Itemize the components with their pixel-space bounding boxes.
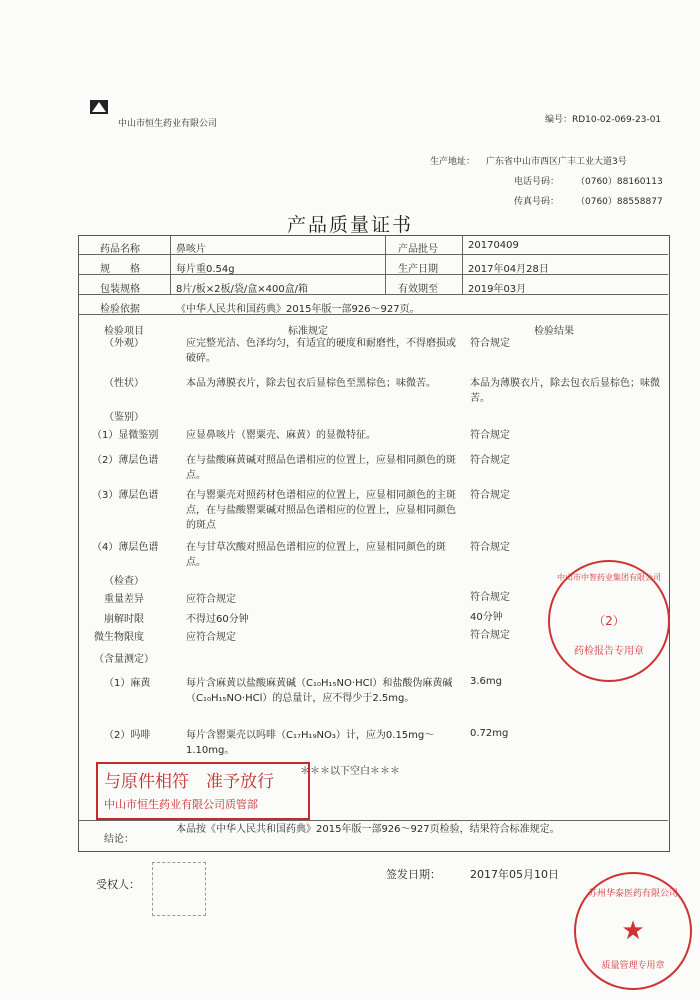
release-stamp-dept: 中山市恒生药业有限公司质管部 — [104, 798, 258, 811]
test-traits-standard: 本品为薄膜衣片，除去包衣后显棕色至黑棕色；味微苦。 — [186, 378, 436, 389]
issue-date-label: 签发日期： — [386, 868, 441, 881]
test-ident3-label: （3）薄层色谱 — [92, 490, 159, 501]
label-batch-number: 产品批号 — [398, 244, 438, 255]
end-of-content-mark: ＊＊＊以下空白＊＊＊ — [300, 766, 400, 777]
basis-value: 《中华人民共和国药典》2015年版一部926～927页。 — [176, 304, 420, 315]
inspection-seal — [548, 560, 670, 682]
test-ident4-result: 符合规定 — [470, 542, 510, 553]
inspection-seal-number: （2） — [593, 614, 625, 628]
company-name: 中山市恒生药业有限公司 — [118, 119, 218, 129]
address-label: 生产地址： — [430, 157, 476, 167]
col-header-result: 检验结果 — [534, 326, 574, 337]
test-traits-result: 本品为薄膜衣片，除去包衣后显棕色；味微苦。 — [470, 378, 660, 404]
phone-value: （0760）88160113 — [576, 177, 663, 187]
conclusion-value: 本品按《中华人民共和国药典》2015年版一部926～927页检验，结果符合标准规定。 — [176, 824, 560, 835]
test-disintegration-standard: 不得过60分钟 — [186, 614, 249, 625]
quality-seal — [574, 872, 692, 990]
test-ident3-standard: 在与罂粟壳对照药材色谱相应的位置上，应显相同颜色的主斑点，在与盐酸罂粟碱对照品色谱相应的位置上，应显相同颜色的斑点 — [186, 490, 456, 531]
page-title: 产品质量证书 — [286, 214, 413, 236]
release-stamp — [96, 762, 310, 820]
conclusion-label: 结论： — [104, 834, 134, 845]
label-packaging: 包装规格 — [100, 284, 140, 295]
test-microbial-standard: 应符合规定 — [186, 632, 236, 643]
test-weight-standard: 应符合规定 — [186, 594, 236, 605]
product-name: 鼻咳片 — [176, 244, 206, 255]
inspection-seal-name: 中山市中智药业集团有限公司 — [557, 573, 661, 582]
label-production-date: 生产日期 — [398, 264, 438, 275]
test-traits-label: （性状） — [104, 378, 144, 389]
test-morphine-standard: 每片含罂粟壳以吗啡（C₁₇H₁₉NO₃）计，应为0.15mg～1.10mg。 — [186, 730, 435, 756]
quality-seal-purpose: 质量管理专用章 — [601, 961, 665, 971]
test-ident2-standard: 在与盐酸麻黄碱对照品色谱相应的位置上，应显相同颜色的斑点。 — [186, 455, 456, 481]
test-ephedra-result: 3.6mg — [470, 676, 502, 687]
release-stamp-text: 与原件相符 准予放行 — [104, 772, 274, 792]
phone-label: 电话号码： — [514, 177, 560, 187]
test-ident4-standard: 在与甘草次酸对照品色谱相应的位置上，应显相同颜色的斑点。 — [186, 542, 446, 568]
label-specification: 规 格 — [100, 264, 140, 275]
col-header-item: 检验项目 — [104, 326, 144, 337]
star-icon: ★ — [621, 916, 645, 946]
test-microbial-label: 微生物限度 — [94, 632, 144, 643]
issue-date: 2017年05月10日 — [470, 868, 559, 881]
test-weight-label: 重量差异 — [104, 594, 144, 605]
authorized-person-label: 受权人： — [96, 878, 140, 891]
test-ident2-result: 符合规定 — [470, 455, 510, 466]
fax-label: 传真号码： — [514, 197, 560, 207]
test-identification-label: （鉴别） — [104, 412, 144, 423]
test-disintegration-label: 崩解时限 — [104, 614, 144, 625]
test-ephedra-label: （1）麻黄 — [104, 678, 151, 689]
test-check-label: （检查） — [104, 576, 144, 587]
expiry-date: 2019年03月 — [468, 284, 527, 295]
company-logo-icon — [88, 96, 110, 116]
test-appearance-label: （外观） — [104, 338, 144, 349]
test-appearance-result: 符合规定 — [470, 338, 510, 349]
test-assay-label: （含量测定） — [94, 654, 154, 665]
inspection-seal-purpose: 药检报告专用章 — [574, 646, 644, 657]
test-disintegration-result: 40分钟 — [470, 612, 503, 623]
col-header-standard: 标准规定 — [288, 326, 328, 337]
quality-seal-name: 苏州华泰医药有限公司 — [587, 889, 678, 899]
test-microbial-result: 符合规定 — [470, 630, 510, 641]
batch-number: 20170409 — [468, 240, 519, 251]
test-weight-result: 符合规定 — [470, 592, 510, 603]
test-appearance-standard: 应完整光洁、色泽均匀，有适宜的硬度和耐磨性，不得磨损或破碎。 — [186, 338, 456, 364]
production-date: 2017年04月28日 — [468, 264, 549, 275]
address-value: 广东省中山市西区广丰工业大道3号 — [486, 157, 627, 167]
test-ephedra-standard: 每片含麻黄以盐酸麻黄碱（C₁₀H₁₅NO·HCl）和盐酸伪麻黄碱（C₁₀H₁₅NO·HCl）的总量计，应不得少于2.5mg。 — [186, 678, 453, 704]
test-ident3-result: 符合规定 — [470, 490, 510, 501]
test-morphine-label: （2）吗啡 — [104, 730, 151, 741]
test-ident1-result: 符合规定 — [470, 430, 510, 441]
test-ident2-label: （2）薄层色谱 — [92, 455, 159, 466]
specification: 每片重0.54g — [176, 264, 235, 275]
test-ident1-standard: 应显鼻咳片（罂粟壳、麻黄）的显微特征。 — [186, 430, 376, 441]
label-product-name: 药品名称 — [100, 244, 140, 255]
packaging: 8片/板×2板/袋/盒×400盒/箱 — [176, 284, 309, 295]
test-ident1-label: （1）显微鉴别 — [92, 430, 159, 441]
test-ident4-label: （4）薄层色谱 — [92, 542, 159, 553]
signature-box — [152, 862, 206, 916]
fax-value: （0760）88558877 — [576, 197, 663, 207]
test-morphine-result: 0.72mg — [470, 728, 509, 739]
label-expiry: 有效期至 — [398, 284, 438, 295]
document-number: 编号：RD10-02-069-23-01 — [545, 115, 662, 125]
label-basis: 检验依据 — [100, 304, 140, 315]
